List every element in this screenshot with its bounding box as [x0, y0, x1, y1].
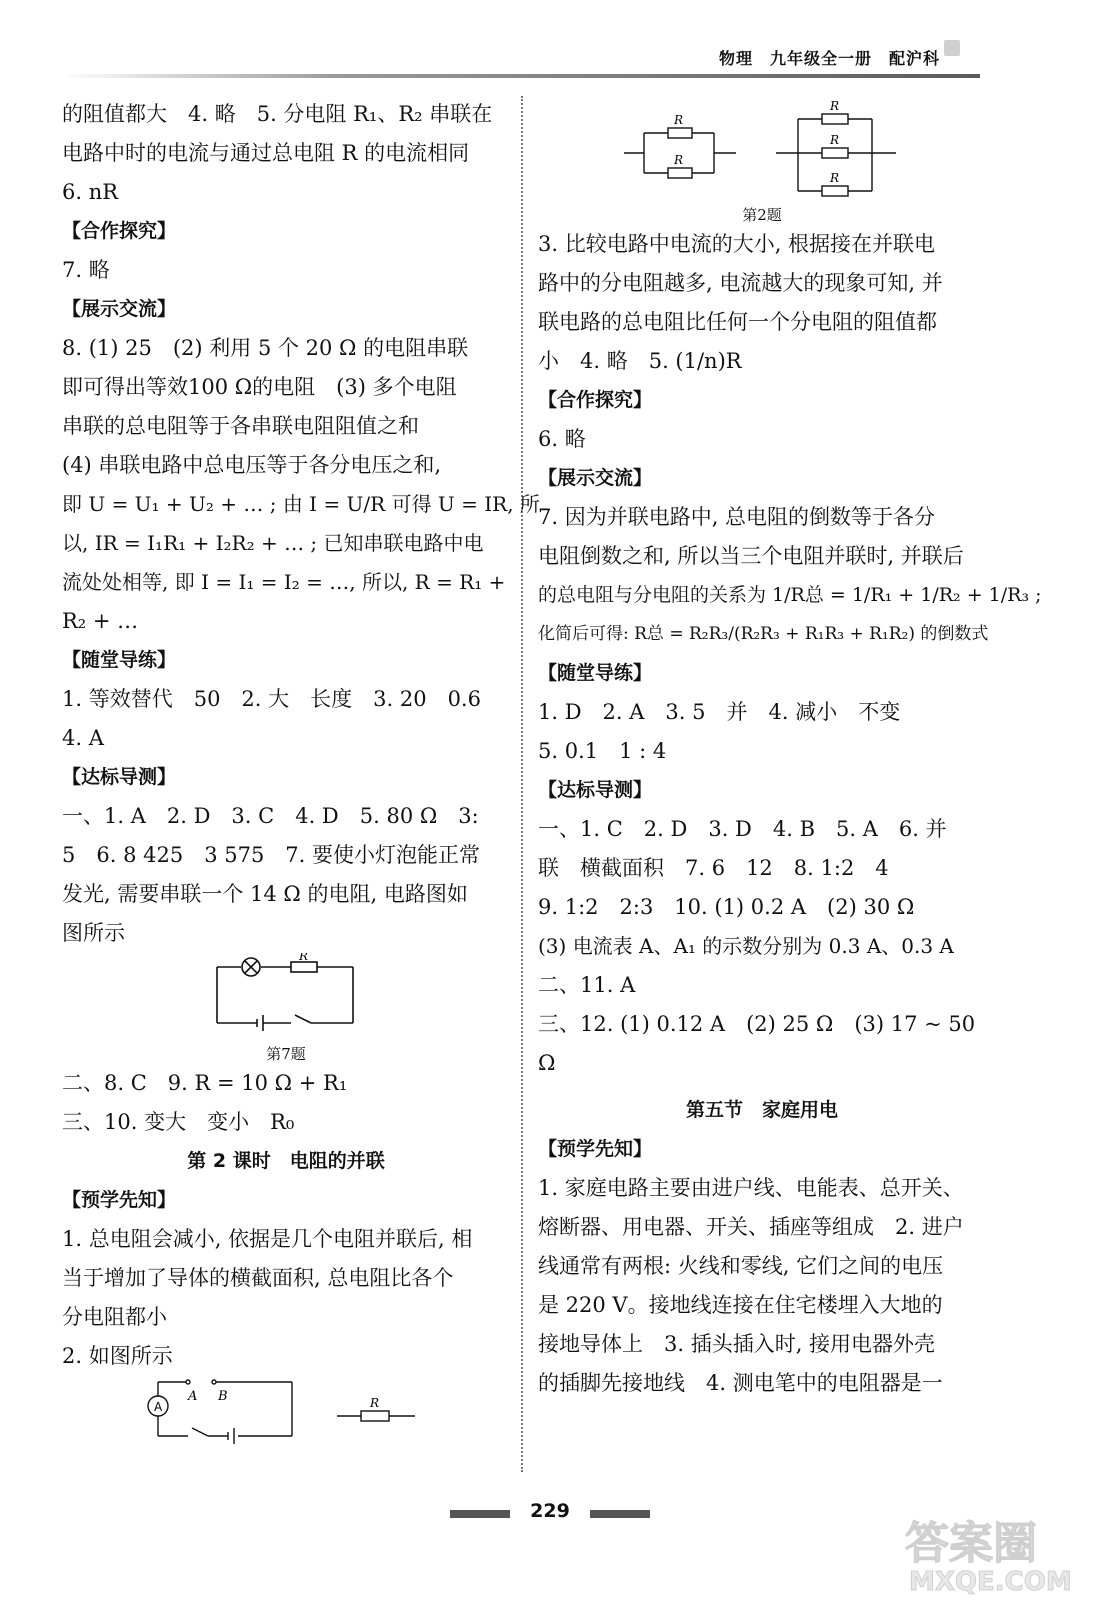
section-heading: 【预学先知】 — [62, 1189, 177, 1211]
svg-text:A: A — [154, 1400, 163, 1414]
text-line: 一、1. C 2. D 3. D 4. B 5. A 6. 并 — [538, 817, 947, 841]
text-line: 线通常有两根: 火线和零线, 它们之间的电压 — [538, 1254, 944, 1278]
text-line: 3. 比较电路中电流的大小, 根据接在并联电 — [538, 232, 936, 256]
text-line: 串联的总电阻等于各串联电阻阻值之和 — [62, 414, 419, 438]
svg-text:B: B — [218, 1389, 228, 1404]
watermark-text: 答案圈 — [905, 1518, 1037, 1569]
text-line: 8. (1) 25 (2) 利用 5 个 20 Ω 的电阻串联 — [62, 336, 469, 360]
text-line: 以, IR = I₁R₁ + I₂R₂ + … ; 已知串联电路中电 — [62, 531, 484, 555]
text-line: 联电路的总电阻比任何一个分电阻的阻值都 — [538, 310, 937, 334]
text-line: 发光, 需要串联一个 14 Ω 的电阻, 电路图如 — [62, 882, 468, 906]
text-line: 三、10. 变大 变小 R₀ — [62, 1110, 295, 1134]
text-line: 熔断器、用电器、开关、插座等组成 2. 进户 — [538, 1215, 964, 1239]
svg-text:R: R — [830, 133, 840, 147]
section-heading: 【预学先知】 — [538, 1138, 653, 1160]
corner-mark-icon — [944, 40, 960, 56]
text-line: 的阻值都大 4. 略 5. 分电阻 R₁、R₂ 串联在 — [62, 102, 493, 126]
text-line: 图所示 — [62, 921, 125, 945]
text-line: (4) 串联电路中总电压等于各分电压之和, — [62, 453, 442, 477]
text-line: 是 220 V。接地线连接在住宅楼埋入大地的 — [538, 1293, 943, 1317]
watermark-url: MXQE.COM — [909, 1567, 1072, 1596]
text-line: 即 U = U₁ + U₂ + … ; 由 I = U/R 可得 U = IR, 所 — [62, 492, 540, 516]
text-line: 电阻倒数之和, 所以当三个电阻并联时, 并联后 — [538, 544, 964, 568]
figure-q2-left — [62, 1376, 510, 1446]
svg-text:R: R — [674, 153, 684, 167]
series-circuit-diagram — [211, 953, 361, 1031]
page-footer — [450, 1496, 650, 1526]
text-line: 当于增加了导体的横截面积, 总电阻比各个 — [62, 1266, 454, 1290]
text-line: 4. A — [62, 726, 104, 750]
text-line: 化简后可得: R总 = R₂R₃/(R₂R₃ + R₁R₃ + R₁R₂) 的倒数式 — [538, 624, 989, 644]
watermark-logo — [895, 1506, 1095, 1596]
section-heading: 【达标导测】 — [538, 779, 653, 801]
footer-bar-left — [450, 1510, 510, 1518]
text-line: 6. 略 — [538, 427, 586, 451]
figure-q2-parallel — [538, 95, 986, 205]
section-heading: 【随堂导练】 — [62, 649, 177, 671]
left-column — [62, 95, 540, 1446]
section-heading: 【合作探究】 — [62, 220, 177, 242]
section-heading: 【达标导测】 — [62, 766, 177, 788]
text-line: 5. 0.1 1 : 4 — [538, 739, 667, 763]
right-column — [538, 95, 1042, 1403]
figure-caption: 第2题 — [742, 206, 782, 224]
column-divider — [521, 96, 523, 1472]
text-line: 二、8. C 9. R = 10 Ω + R₁ — [62, 1071, 348, 1095]
svg-text:R: R — [830, 99, 840, 113]
section-heading: 【展示交流】 — [538, 467, 653, 489]
lesson-title: 第 2 课时 电阻的并联 — [187, 1150, 385, 1172]
text-line: 6. nR — [62, 180, 119, 204]
page-header — [60, 40, 990, 80]
text-line: 电路中时的电流与通过总电阻 R 的电流相同 — [62, 141, 470, 165]
book-title: 物理 九年级全一册 配沪科 — [718, 49, 940, 68]
text-line: 小 4. 略 5. (1/n)R — [538, 349, 742, 373]
resistor-symbol — [337, 1396, 417, 1426]
header-rule — [60, 74, 980, 78]
text-line: (3) 电流表 A、A₁ 的示数分别为 0.3 A、0.3 A — [538, 934, 954, 958]
three-parallel-resistors-diagram — [776, 95, 896, 205]
footer-bar-right — [590, 1510, 650, 1518]
text-line: 二、11. A — [538, 973, 636, 997]
section-title: 第五节 家庭用电 — [685, 1099, 838, 1121]
page-number: 229 — [530, 1500, 570, 1522]
text-line: 2. 如图所示 — [62, 1344, 173, 1368]
text-line: 9. 1:2 2:3 10. (1) 0.2 A (2) 30 Ω — [538, 895, 915, 919]
text-line: 5 6. 8 425 3 575 7. 要使小灯泡能正常 — [62, 843, 481, 867]
svg-text:R: R — [830, 171, 840, 185]
section-heading: 【随堂导练】 — [538, 662, 653, 684]
text-line: R₂ + … — [62, 609, 139, 633]
two-parallel-resistors-diagram — [624, 95, 736, 185]
text-line: 7. 因为并联电路中, 总电阻的倒数等于各分 — [538, 505, 936, 529]
section-heading: 【合作探究】 — [538, 389, 653, 411]
text-line: 1. 总电阻会减小, 依据是几个电阻并联后, 相 — [62, 1227, 473, 1251]
figure-q7-circuit — [62, 953, 510, 1044]
figure-caption: 第7题 — [266, 1045, 306, 1063]
text-line: 7. 略 — [62, 258, 110, 282]
text-line: 联 横截面积 7. 6 12 8. 1:2 4 — [538, 856, 889, 880]
text-line: 1. D 2. A 3. 5 并 4. 减小 不变 — [538, 700, 901, 724]
svg-text:R: R — [370, 1396, 380, 1410]
text-line: 1. 等效替代 50 2. 大 长度 3. 20 0.6 — [62, 687, 481, 711]
text-line: 流处处相等, 即 I = I₁ = I₂ = …, 所以, R = R₁ + — [62, 570, 506, 594]
text-line: 路中的分电阻越多, 电流越大的现象可知, 并 — [538, 271, 943, 295]
svg-text:A: A — [188, 1389, 198, 1404]
section-heading: 【展示交流】 — [62, 298, 177, 320]
text-line: 即可得出等效100 Ω的电阻 (3) 多个电阻 — [62, 375, 457, 399]
text-line: 分电阻都小 — [62, 1305, 167, 1329]
svg-text:R: R — [299, 953, 309, 963]
text-line: 的总电阻与分电阻的关系为 1/R总 = 1/R₁ + 1/R₂ + 1/R₃ ; — [538, 584, 1042, 606]
text-line: Ω — [538, 1051, 556, 1075]
text-line: 三、12. (1) 0.12 A (2) 25 Ω (3) 17 ~ 50 — [538, 1012, 976, 1036]
text-line: 的插脚先接地线 4. 测电笔中的电阻器是一 — [538, 1371, 943, 1395]
text-line: 接地导体上 3. 插头插入时, 接用电器外壳 — [538, 1332, 936, 1356]
text-line: 一、1. A 2. D 3. C 4. D 5. 80 Ω 3: — [62, 804, 479, 828]
ammeter-circuit-diagram — [142, 1376, 302, 1444]
svg-text:R: R — [674, 113, 684, 127]
text-line: 1. 家庭电路主要由进户线、电能表、总开关、 — [538, 1176, 964, 1200]
